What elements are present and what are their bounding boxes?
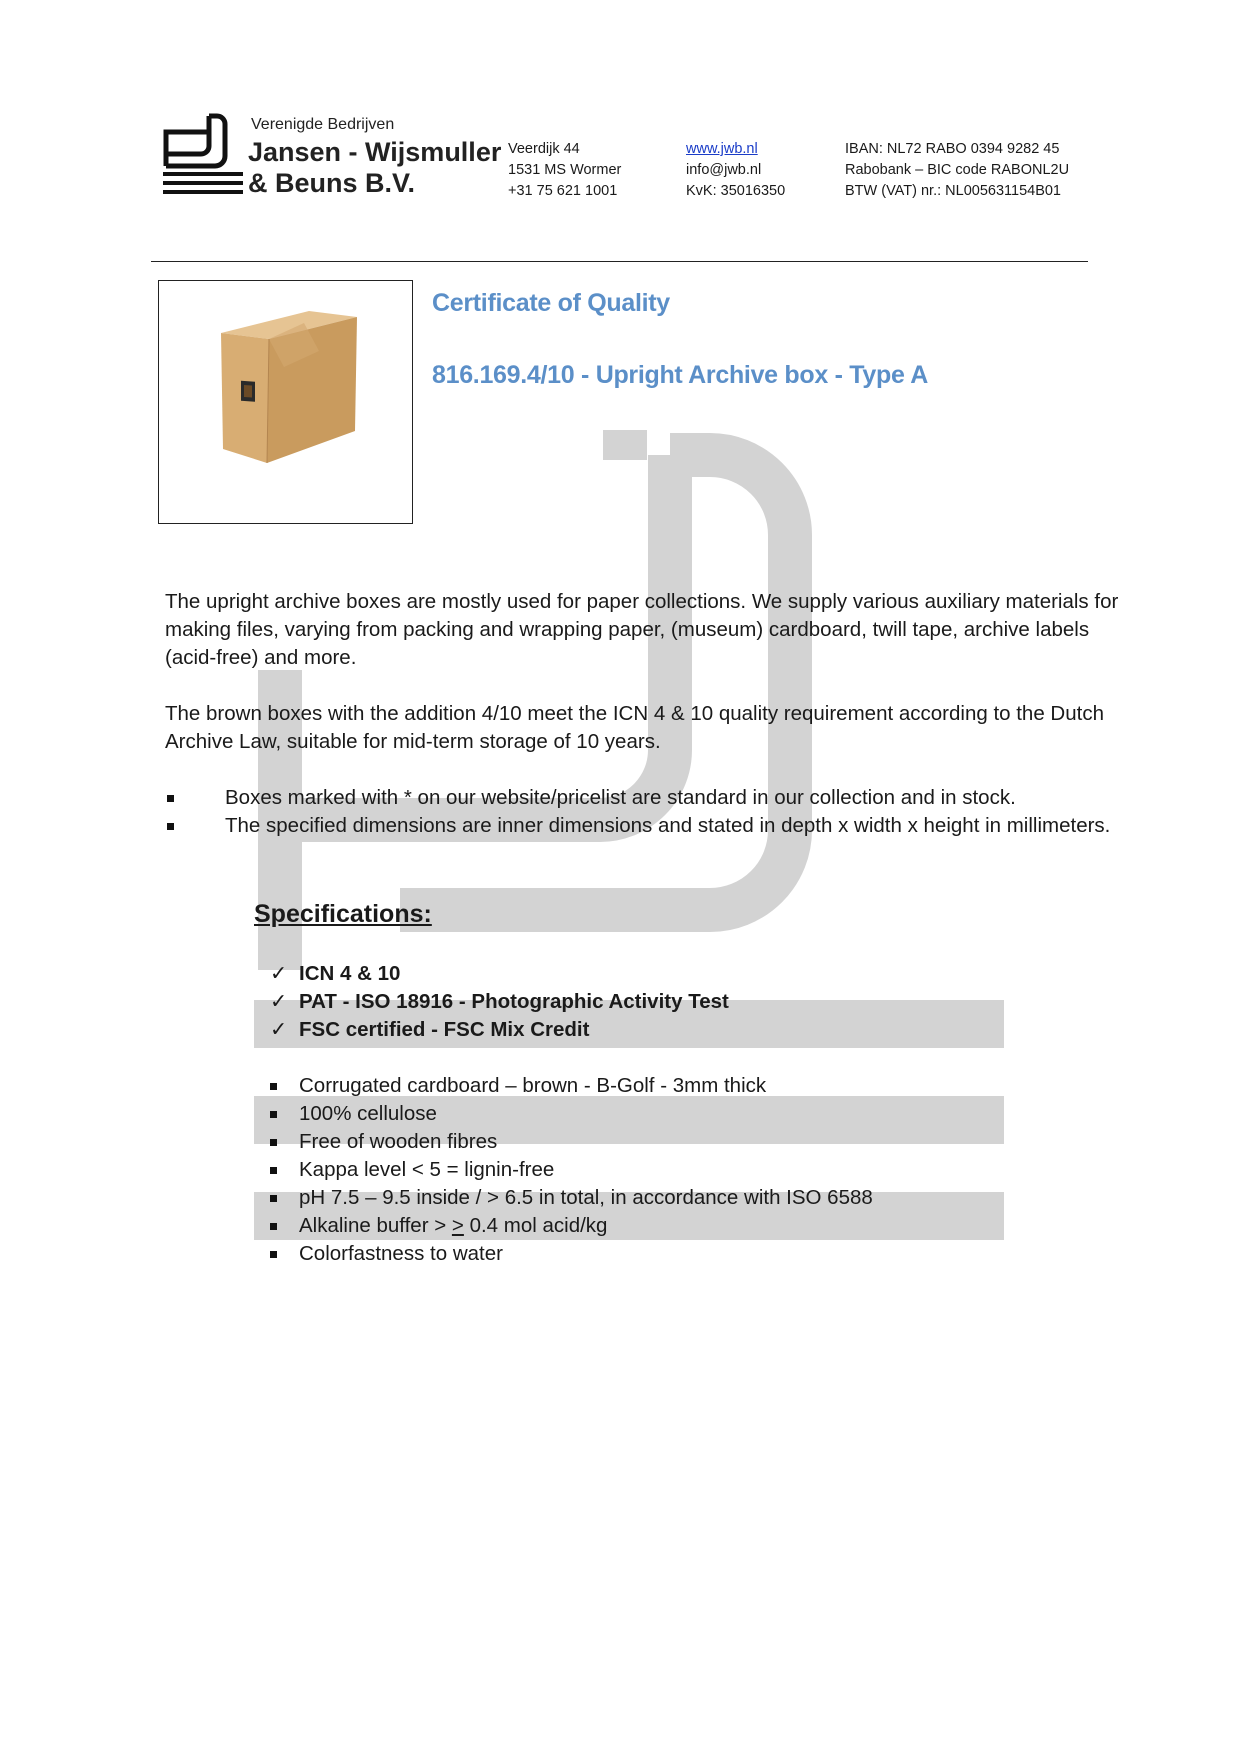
bullet-square-icon bbox=[270, 1111, 277, 1118]
contact-kvk: KvK: 35016350 bbox=[686, 183, 786, 199]
bullet-square-icon bbox=[167, 823, 174, 830]
website-link[interactable]: www.jwb.nl bbox=[686, 141, 758, 157]
note-text: The specified dimensions are inner dimensions and stated in depth x width x height in millimeters. bbox=[225, 814, 1111, 837]
property-text: pH 7.5 – 9.5 inside / > 6.5 in total, in accordance with ISO 6588 bbox=[299, 1186, 873, 1209]
product-photo-frame bbox=[158, 280, 413, 524]
alkaline-ge-symbol: > bbox=[451, 1214, 464, 1237]
note-item bbox=[165, 812, 1125, 868]
company-logo-icon bbox=[163, 112, 243, 196]
bullet-square-icon bbox=[270, 1167, 277, 1174]
note-item bbox=[165, 784, 1125, 812]
property-text: Corrugated cardboard – brown - B-Golf - 3mm thick bbox=[299, 1074, 767, 1097]
property-text-alkaline bbox=[299, 1212, 607, 1240]
contact-block bbox=[686, 139, 785, 202]
note-text: Boxes marked with * on our website/pricelist are standard in our collection and in stock. bbox=[225, 786, 1016, 809]
address-street: Veerdijk 44 bbox=[508, 141, 580, 157]
bullet-square-icon bbox=[270, 1139, 277, 1146]
property-text: Free of wooden fibres bbox=[299, 1130, 498, 1153]
company-name-line1: Jansen - Wijsmuller bbox=[248, 137, 502, 167]
checkmark-icon: ✓ bbox=[270, 990, 288, 1013]
bullet-square-icon bbox=[270, 1083, 277, 1090]
certificate-title: Certificate of Quality bbox=[432, 289, 670, 317]
property-text: Kappa level < 5 = lignin-free bbox=[299, 1158, 555, 1181]
bank-vat: BTW (VAT) nr.: NL005631154B01 bbox=[845, 183, 1061, 199]
company-name-line2: & Beuns B.V. bbox=[248, 168, 416, 198]
bank-iban: IBAN: NL72 RABO 0394 9282 45 bbox=[845, 141, 1060, 157]
intro-paragraph: The upright archive boxes are mostly used for paper collections. We supply various auxiliary materials for making files, varying from packing and wrapping paper, (museum) cardboard, twill tape, archive labels (acid-free) and more. bbox=[165, 590, 1119, 669]
address-block bbox=[508, 139, 621, 202]
certification-text: PAT - ISO 18916 - Photographic Activity Test bbox=[299, 990, 729, 1013]
archive-box-image bbox=[159, 281, 412, 523]
bullet-square-icon bbox=[270, 1223, 277, 1230]
alkaline-prefix: Alkaline buffer > bbox=[299, 1214, 452, 1237]
address-city: 1531 MS Wormer bbox=[508, 162, 622, 178]
alkaline-suffix: 0.4 mol acid/kg bbox=[463, 1214, 608, 1237]
address-phone: +31 75 621 1001 bbox=[508, 183, 618, 199]
company-prefix: Verenigde Bedrijven bbox=[251, 116, 395, 133]
specifications-heading: Specifications: bbox=[254, 900, 432, 928]
bank-bic: Rabobank – BIC code RABONL2U bbox=[845, 162, 1070, 178]
property-text: Colorfastness to water bbox=[299, 1242, 503, 1265]
checkmark-icon: ✓ bbox=[270, 962, 288, 985]
quality-paragraph: The brown boxes with the addition 4/10 meet the ICN 4 & 10 quality requirement according to the Dutch Archive Law, suitable for mid-term storage of 10 years. bbox=[165, 702, 1104, 753]
company-name bbox=[248, 137, 501, 199]
certification-text: ICN 4 & 10 bbox=[299, 962, 401, 985]
product-title: 816.169.4/10 - Upright Archive box - Type A bbox=[432, 361, 929, 389]
contact-email: info@jwb.nl bbox=[686, 162, 762, 178]
certification-text: FSC certified - FSC Mix Credit bbox=[299, 1018, 590, 1041]
header-divider bbox=[151, 261, 1088, 262]
bullet-square-icon bbox=[270, 1195, 277, 1202]
bullet-square-icon bbox=[270, 1251, 277, 1258]
bank-block bbox=[845, 139, 1069, 202]
checkmark-icon: ✓ bbox=[270, 1018, 288, 1041]
bullet-square-icon bbox=[167, 795, 174, 802]
property-text: 100% cellulose bbox=[299, 1102, 437, 1125]
